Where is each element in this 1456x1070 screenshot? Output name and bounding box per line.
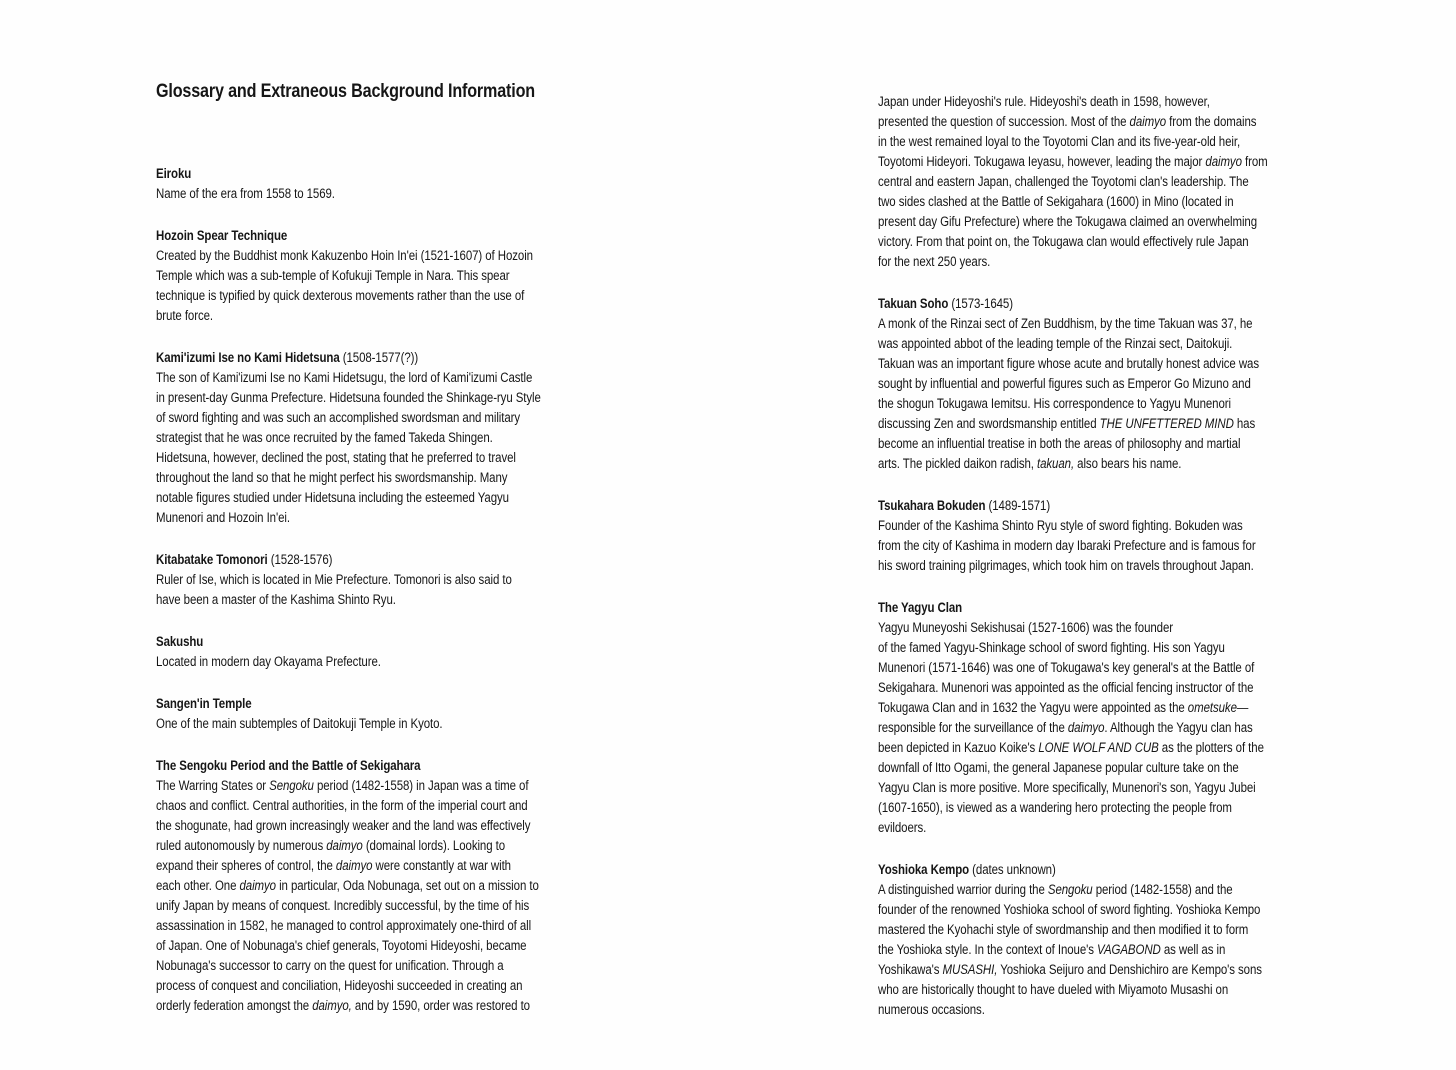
entry-term: Sangen'in Temple (156, 696, 252, 711)
entry-term: Kitabatake Tomonori (156, 552, 268, 567)
glossary-entries-left (156, 164, 586, 1016)
entry-term: The Yagyu Clan (878, 600, 963, 615)
entry-body: One of the main subtemples of Daitokuji Temple in Kyoto. (156, 716, 443, 731)
glossary-entry (878, 860, 1308, 1020)
entry-term: Takuan Soho (878, 296, 949, 311)
entry-term: Tsukahara Bokuden (878, 498, 986, 513)
entry-term-line (156, 694, 586, 714)
entry-body: A distinguished warrior during the Sengoku period (1482-1558) and the founder of the renowned Yoshioka school of sword fighting. Yoshioka Kempo mastered the Kyohachi style of swordmanship and then modified it to form the Yoshioka style. In the context of Inoue's VAGABOND as well as in Yoshikawa's MUSASHI, Yoshioka Seijuro and Denshichiro are Kempo's sons who are historically thought to have dueled with Miyamoto Musashi on numerous occasions. (878, 882, 1262, 1017)
right-column (878, 92, 1308, 1042)
entry-body: Yagyu Muneyoshi Sekishusai (1527-1606) was the founder of the famed Yagyu-Shinkage school of sword fighting. His son Yagyu Munenori (1571-1646) was one of Tokugawa's key general's at the Battle of Sekigahara. Munenori was appointed as the official fencing instructor of the Tokugawa Clan and in 1632 the Yagyu were appointed as the ometsuke— responsible for the surveillance of the daimyo. Although the Yagyu clan has been depicted in Kazuo Koike's LONE WOLF AND CUB as the plotters of the downfall of Itto Ogami, the general Japanese popular culture take on the Yagyu Clan is more positive. More specifically, Munenori's son, Yagyu Jubei (1607-1650), is viewed as a wandering hero protecting the people from evildoers. (878, 620, 1264, 835)
entry-body: Founder of the Kashima Shinto Ryu style of sword fighting. Bokuden was from the city of Kashima in modern day Ibaraki Prefecture and is famous for his sword training pilgrimages, which took him on travels throughout Japan. (878, 518, 1256, 573)
entry-dates: (1573-1645) (948, 296, 1013, 311)
glossary-entry (156, 226, 586, 326)
entry-body: Located in modern day Okayama Prefecture. (156, 654, 381, 669)
glossary-entry (156, 694, 586, 734)
entry-body: Ruler of Ise, which is located in Mie Prefecture. Tomonori is also said to have been a master of the Kashima Shinto Ryu. (156, 572, 512, 607)
glossary-entry (878, 496, 1308, 576)
glossary-entry (156, 164, 586, 204)
glossary-entry (156, 756, 586, 1016)
entry-term: Kami'izumi Ise no Kami Hidetsuna (156, 350, 340, 365)
entry-term-line (156, 348, 586, 368)
entry-term-line (156, 632, 586, 652)
entry-body: Created by the Buddhist monk Kakuzenbo Hoin In'ei (1521-1607) of Hozoin Temple which was a sub-temple of Kofukuji Temple in Nara. This spear technique is typified by quick dexterous movements rather than the use of brute force. (156, 248, 533, 323)
entry-body: Name of the era from 1558 to 1569. (156, 186, 335, 201)
left-column (156, 80, 586, 1038)
entry-term: Hozoin Spear Technique (156, 228, 288, 243)
entry-term-line (156, 226, 586, 246)
right-page (728, 0, 1456, 1070)
glossary-entry (878, 598, 1308, 838)
entry-term-line (156, 164, 586, 184)
glossary-entry (156, 632, 586, 672)
continuation-paragraph: Japan under Hideyoshi's rule. Hideyoshi's death in 1598, however, presented the question of succession. Most of the daimyo from the domains in the west remained loyal to the Toyotomi Clan and its five-year-old heir, Toyotomi Hideyori. Tokugawa Ieyasu, however, leading the major daimyo from central and eastern Japan, challenged the Toyotomi clan's leadership. The two sides clashed at the Battle of Sekigahara (1600) in Mino (located in present day Gifu Prefecture) where the Tokugawa claimed an overwhelming victory. From that point on, the Tokugawa clan would effectively rule Japan for the next 250 years. (878, 94, 1268, 269)
entry-term-line (156, 550, 586, 570)
entry-body: A monk of the Rinzai sect of Zen Buddhism, by the time Takuan was 37, he was appointed abbot of the leading temple of the Rinzai sect, Daitokuji. Takuan was an important figure whose acute and brutally honest advice was sought by influential and powerful figures such as Emperor Go Mizuno and the shogun Tokugawa Iemitsu. His correspondence to Yagyu Munenori discussing Zen and swordsmanship entitled THE UNFETTERED MIND has become an influential treatise in both the areas of philosophy and martial arts. The pickled daikon radish, takuan, also bears his name. (878, 316, 1259, 471)
glossary-entries-right (878, 294, 1308, 1020)
entry-body: The son of Kami'izumi Ise no Kami Hidetsugu, the lord of Kami'izumi Castle in present-day Gunma Prefecture. Hidetsuna founded the Shinkage-ryu Style of sword fighting and was such an accomplished swordsman and military strategist that he was once recruited by the famed Takeda Shingen. Hidetsuna, however, declined the post, stating that he preferred to travel throughout the land so that he might perfect his swordsmanship. Many notable figures studied under Hidetsuna including the esteemed Yagyu Munenori and Hozoin In'ei. (156, 370, 541, 525)
entry-term: Yoshioka Kempo (878, 862, 970, 877)
entry-term: Sakushu (156, 634, 204, 649)
entry-term-line (156, 756, 586, 776)
entry-term-line (878, 860, 1308, 880)
glossary-entry (156, 550, 586, 610)
entry-dates: (dates unknown) (969, 862, 1056, 877)
entry-body: The Warring States or Sengoku period (1482-1558) in Japan was a time of chaos and conflict. Central authorities, in the form of the imperial court and the shogunate, had grown increasingly weaker and the land was effectively ruled autonomously by numerous daimyo (domainal lords). Looking to expand their spheres of control, the daimyo were constantly at war with each other. One daimyo in particular, Oda Nobunaga, set out on a mission to unify Japan by means of conquest. Incredibly successful, by the time of his assassination in 1582, he managed to control approximately one-third of all of Japan. One of Nobunaga's chief generals, Toyotomi Hideyoshi, became Nobunaga's successor to carry on the quest for unification. Through a process of conquest and conciliation, Hideyoshi succeeded in creating an orderly federation amongst the daimyo, and by 1590, order was restored to (156, 778, 539, 1013)
entry-term: Eiroku (156, 166, 192, 181)
entry-term-line (878, 496, 1308, 516)
entry-dates: (1489-1571) (985, 498, 1051, 513)
entry-term-line (878, 294, 1308, 314)
entry-term: The Sengoku Period and the Battle of Sekigahara (156, 758, 421, 773)
entry-dates: (1508-1577(?)) (339, 350, 419, 365)
page-title: Glossary and Extraneous Background Information (156, 81, 535, 102)
entry-dates: (1528-1576) (267, 552, 333, 567)
glossary-entry (156, 348, 586, 528)
glossary-entry (878, 294, 1308, 474)
entry-term-line (878, 598, 1308, 618)
